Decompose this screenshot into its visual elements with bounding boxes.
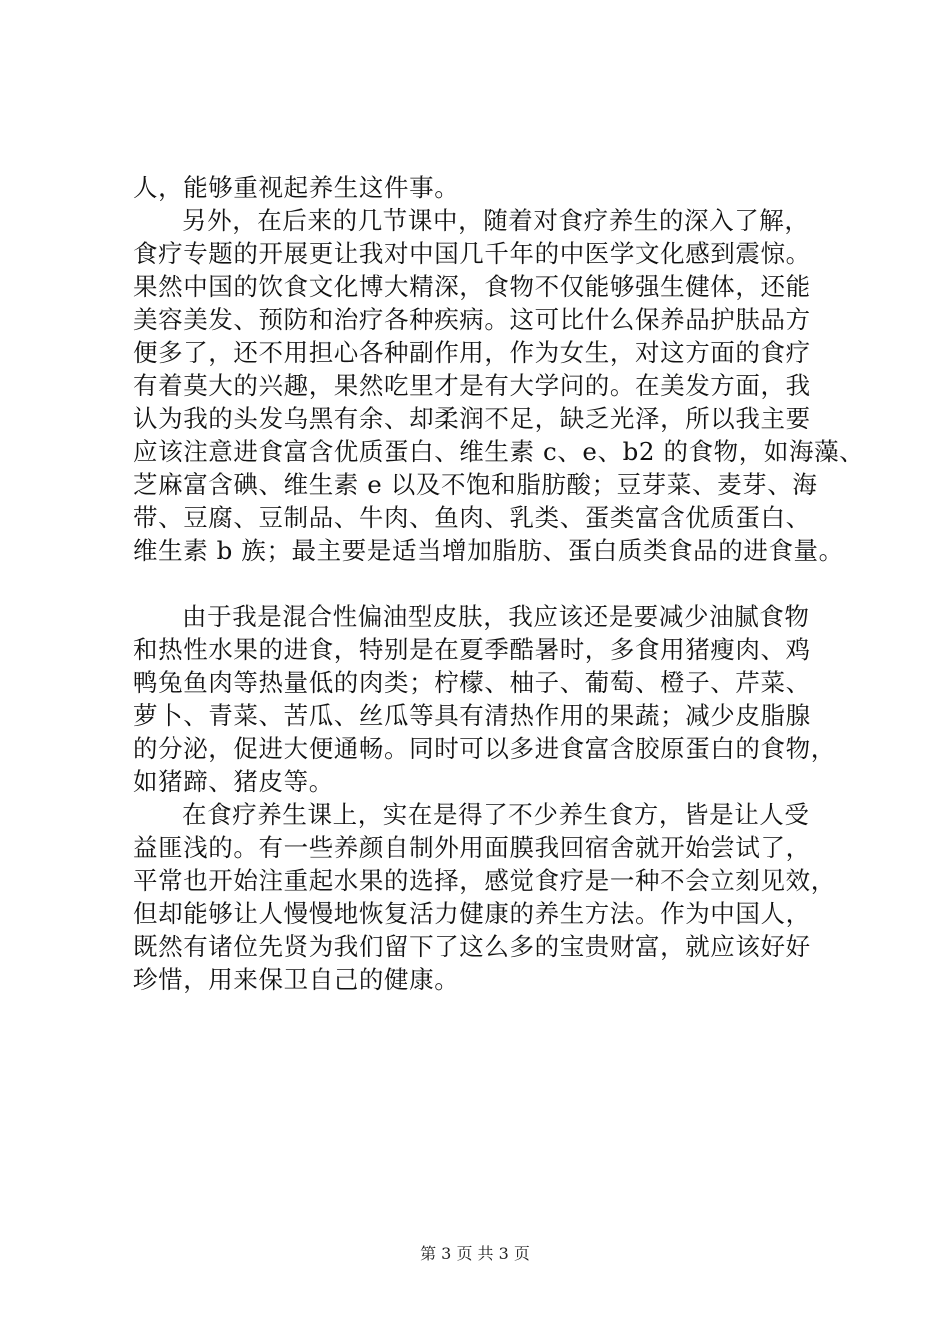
text-line: 萝卜、青菜、苦瓜、丝瓜等具有清热作用的果蔬；减少皮脂腺 — [133, 701, 811, 730]
text-line: 和热性水果的进食，特别是在夏季酷暑时，多食用猪瘦肉、鸡 — [133, 635, 811, 664]
paragraph — [133, 204, 865, 567]
text-line: 既然有诸位先贤为我们留下了这么多的宝贵财富，就应该好好 — [133, 932, 811, 961]
text-line: 有着莫大的兴趣，果然吃里才是有大学问的。在美发方面，我 — [133, 371, 811, 400]
page-footer — [0, 1243, 950, 1265]
text-line: 认为我的头发乌黑有余、却柔润不足，缺乏光泽，所以我主要 — [133, 404, 811, 433]
text-line: 的分泌，促进大便通畅。同时可以多进食富含胶原蛋白的食物， — [133, 734, 836, 763]
text-line: 维生素 b 族；最主要是适当增加脂肪、蛋白质类食品的进食量。 — [133, 536, 844, 565]
text-line: 但却能够让人慢慢地恢复活力健康的养生方法。作为中国人， — [133, 899, 811, 928]
text-line: 人，能够重视起养生这件事。 — [133, 173, 460, 202]
text-line: 芝麻富含碘、维生素 e 以及不饱和脂肪酸；豆芽菜、麦芽、海 — [133, 470, 818, 499]
text-line: 平常也开始注重起水果的选择，感觉食疗是一种不会立刻见效， — [133, 866, 836, 895]
text-line: 便多了，还不用担心各种副作用，作为女生，对这方面的食疗 — [133, 338, 811, 367]
text-line: 在食疗养生课上，实在是得了不少养生食方，皆是让人受 — [182, 800, 810, 829]
paragraph — [133, 798, 853, 996]
text-line: 带、豆腐、豆制品、牛肉、鱼肉、乳类、蛋类富含优质蛋白、 — [133, 503, 811, 532]
text-line: 鸭兔鱼肉等热量低的肉类；柠檬、柚子、葡萄、橙子、芹菜、 — [133, 668, 811, 697]
paragraph — [133, 171, 853, 204]
text-line: 另外，在后来的几节课中，随着对食疗养生的深入了解， — [182, 206, 810, 235]
text-line: 果然中国的饮食文化博大精深，食物不仅能够强生健体，还能 — [133, 272, 811, 301]
document-body — [133, 171, 865, 996]
paragraph — [133, 600, 853, 798]
text-line: 由于我是混合性偏油型皮肤，我应该还是要减少油腻食物 — [182, 602, 810, 631]
text-line: 食疗专题的开展更让我对中国几千年的中医学文化感到震惊。 — [133, 239, 811, 268]
text-line: 应该注意进食富含优质蛋白、维生素 c、e、b2 的食物，如海藻、 — [133, 437, 865, 466]
text-line: 如猪蹄、猪皮等。 — [133, 767, 334, 796]
text-line: 美容美发、预防和治疗各种疾病。这可比什么保养品护肤品方 — [133, 305, 811, 334]
text-line: 珍惜，用来保卫自己的健康。 — [133, 965, 460, 994]
paragraph-gap — [133, 567, 853, 600]
page-number: 第 3 页 共 3 页 — [420, 1244, 530, 1263]
text-line: 益匪浅的。有一些养颜自制外用面膜我回宿舍就开始尝试了， — [133, 833, 811, 862]
